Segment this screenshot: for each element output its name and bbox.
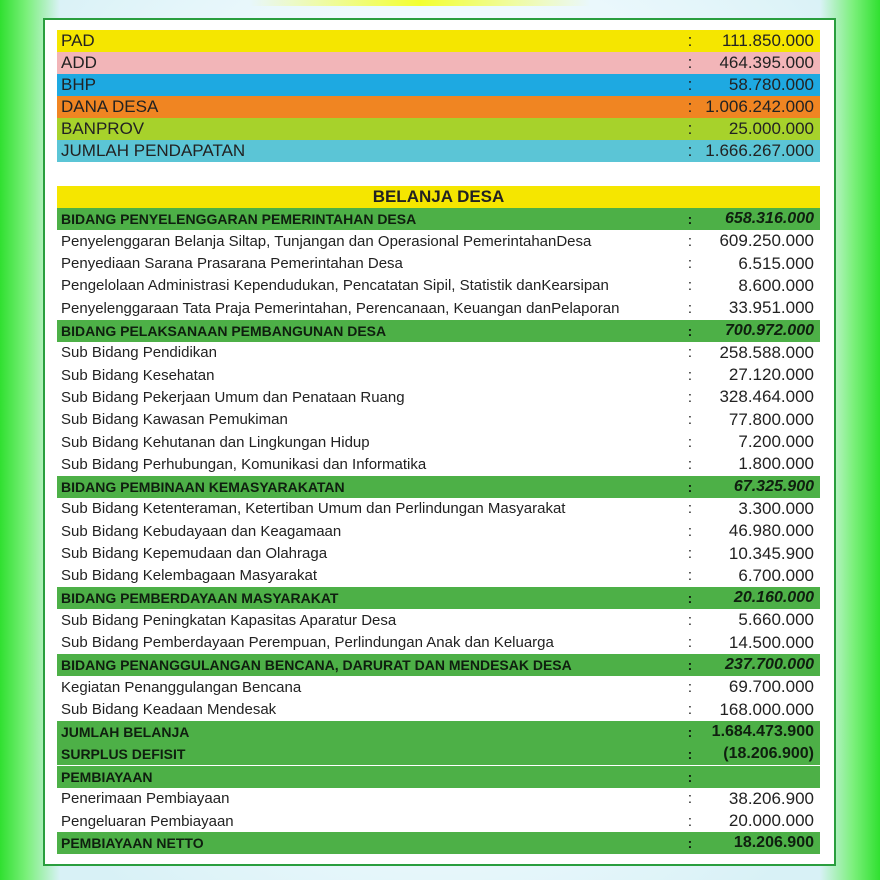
expense-item-amount: 77.800.000 <box>728 409 814 429</box>
total-label: SURPLUS DEFISIT <box>61 746 186 763</box>
separator-colon: : <box>687 388 693 406</box>
expense-item-amount: 46.980.000 <box>728 521 814 541</box>
bidang-label: BIDANG PENANGGULANGAN BENCANA, DARURAT DAN MENDESAK DESA <box>61 657 572 673</box>
bidang-row <box>57 320 820 342</box>
separator-colon: : <box>687 678 693 696</box>
background-top-glow <box>250 0 590 6</box>
income-label: ADD <box>61 53 97 72</box>
expense-item-amount: 168.000.000 <box>719 699 814 719</box>
separator-colon: : <box>687 590 693 607</box>
separator-colon: : <box>687 31 693 50</box>
expense-item-amount: 33.951.000 <box>728 298 814 318</box>
expense-item-row <box>57 676 820 698</box>
bidang-label: BIDANG PELAKSANAAN PEMBANGUNAN DESA <box>61 322 387 339</box>
expense-item-row <box>57 386 820 408</box>
expense-item-row <box>57 520 820 542</box>
expense-item-label: Penerimaan Pembiayaan <box>61 790 230 808</box>
total-row <box>57 721 820 743</box>
separator-colon: : <box>687 455 693 473</box>
expense-item-amount: 20.000.000 <box>728 811 814 831</box>
separator-colon: : <box>687 141 693 160</box>
income-row <box>57 74 820 96</box>
expense-item-amount: 328.464.000 <box>719 387 814 407</box>
expense-item-label: Sub Bidang Kawasan Pemukiman <box>61 411 288 429</box>
expense-item-row <box>57 632 820 654</box>
bidang-amount: 237.700.000 <box>725 656 814 673</box>
expense-item-row <box>57 342 820 364</box>
income-label: BHP <box>61 75 96 94</box>
expense-item-label: Sub Bidang Kesehatan <box>61 366 215 384</box>
separator-colon: : <box>687 255 693 273</box>
income-row <box>57 30 820 52</box>
bidang-amount: 658.316.000 <box>725 210 814 227</box>
income-label: PAD <box>61 31 95 50</box>
expense-item-row <box>57 609 820 631</box>
expense-item-label: Sub Bidang Pemberdayaan Perempuan, Perlindungan Anak dan Keluarga <box>61 634 554 652</box>
income-amount: 1.006.242.000 <box>705 97 814 116</box>
bidang-label: BIDANG PENYELENGGARAN PEMERINTAHAN DESA <box>61 211 417 227</box>
separator-colon: : <box>687 500 693 518</box>
income-amount: 464.395.000 <box>719 53 814 72</box>
expense-item-label: Sub Bidang Kelembagaan Masyarakat <box>61 567 317 585</box>
income-row <box>57 118 820 140</box>
total-row <box>57 766 820 788</box>
expense-item-amount: 38.206.900 <box>728 788 814 808</box>
expense-item-row <box>57 364 820 386</box>
expense-item-label: Penyediaan Sarana Prasarana Pemerintahan Desa <box>61 255 403 273</box>
expense-item-amount: 8.600.000 <box>738 275 814 295</box>
expense-item-row <box>57 275 820 297</box>
expense-item-amount: 27.120.000 <box>728 365 814 385</box>
belanja-title: BELANJA DESA <box>57 186 820 208</box>
income-row <box>57 52 820 74</box>
expense-item-row <box>57 409 820 431</box>
income-amount: 25.000.000 <box>728 119 814 138</box>
separator-colon: : <box>687 746 693 763</box>
separator-colon: : <box>687 835 693 852</box>
expense-item-amount: 5.660.000 <box>738 610 814 630</box>
separator-colon: : <box>687 75 693 94</box>
expense-item-amount: 6.700.000 <box>738 565 814 585</box>
income-amount: 58.780.000 <box>728 75 814 94</box>
income-label: DANA DESA <box>61 97 159 116</box>
separator-colon: : <box>687 232 693 250</box>
bidang-amount: 67.325.900 <box>733 477 814 495</box>
income-label: BANPROV <box>61 119 145 138</box>
separator-colon: : <box>687 299 693 317</box>
expense-item-label: Penyelenggaran Belanja Siltap, Tunjangan dan Operasional PemerintahanDesa <box>61 232 592 250</box>
expense-item-amount: 10.345.900 <box>728 543 814 563</box>
expense-item-amount: 609.250.000 <box>719 231 814 251</box>
separator-colon: : <box>687 411 693 429</box>
expense-item-label: Sub Bidang Pendidikan <box>61 344 217 362</box>
separator-colon: : <box>687 723 693 740</box>
expense-item-label: Penyelenggaraan Tata Praja Pemerintahan, Perencanaan, Keuangan danPelaporan <box>61 299 620 317</box>
expense-item-label: Sub Bidang Peningkatan Kapasitas Aparatur Desa <box>61 611 397 629</box>
bidang-amount: 20.160.000 <box>733 589 814 607</box>
expense-item-label: Kegiatan Penanggulangan Bencana <box>61 678 302 696</box>
expense-item-label: Sub Bidang Pekerjaan Umum dan Penataan Ruang <box>61 388 405 406</box>
total-amount: (18.206.900) <box>723 745 814 763</box>
total-label: PEMBIAYAAN <box>61 768 153 785</box>
expense-item-amount: 1.800.000 <box>738 454 814 474</box>
expense-item-row <box>57 431 820 453</box>
separator-colon: : <box>687 478 693 495</box>
bidang-label: BIDANG PEMBINAAN KEMASYARAKATAN <box>61 478 345 495</box>
separator-colon: : <box>687 768 693 785</box>
expense-item-label: Sub Bidang Keadaan Mendesak <box>61 701 277 719</box>
expense-item-label: Sub Bidang Kehutanan dan Lingkungan Hidup <box>61 433 370 451</box>
separator-colon: : <box>687 634 693 652</box>
expense-item-row <box>57 788 820 810</box>
income-row <box>57 96 820 118</box>
separator-colon: : <box>687 277 693 295</box>
income-amount: 111.850.000 <box>721 31 814 50</box>
expense-item-label: Sub Bidang Perhubungan, Komunikasi dan Informatika <box>61 455 427 473</box>
bidang-row <box>57 654 820 676</box>
expense-item-amount: 6.515.000 <box>738 253 814 273</box>
bidang-row <box>57 208 820 230</box>
expense-item-label: Pengeluaran Pembiayaan <box>61 812 234 830</box>
separator-colon: : <box>687 790 693 808</box>
expense-item-row <box>57 230 820 252</box>
expense-item-row <box>57 453 820 475</box>
separator-colon: : <box>687 119 693 138</box>
expense-item-amount: 69.700.000 <box>728 677 814 697</box>
bidang-amount: 700.972.000 <box>725 321 814 339</box>
total-row <box>57 743 820 765</box>
expense-item-amount: 7.200.000 <box>738 432 814 451</box>
income-total-label: JUMLAH PENDAPATAN <box>61 141 246 160</box>
total-amount: 1.684.473.900 <box>711 722 814 740</box>
expense-item-row <box>57 699 820 721</box>
expense-item-row <box>57 498 820 520</box>
separator-colon: : <box>687 366 693 384</box>
income-total-amount: 1.666.267.000 <box>705 141 814 160</box>
separator-colon: : <box>687 812 693 830</box>
expense-item-row <box>57 543 820 565</box>
separator-colon: : <box>687 344 693 362</box>
separator-colon: : <box>687 211 693 227</box>
expense-item-amount: 14.500.000 <box>728 632 814 652</box>
expense-item-label: Pengelolaan Administrasi Kependudukan, Pencatatan Sipil, Statistik danKearsipan <box>61 277 609 295</box>
total-row <box>57 832 820 854</box>
total-amount: 18.206.900 <box>733 834 814 852</box>
separator-colon: : <box>687 657 693 673</box>
expense-item-row <box>57 810 820 832</box>
expense-item-label: Sub Bidang Ketenteraman, Ketertiban Umum dan Perlindungan Masyarakat <box>61 500 566 518</box>
bidang-label: BIDANG PEMBERDAYAAN MASYARAKAT <box>61 590 339 607</box>
total-label: JUMLAH BELANJA <box>61 723 190 740</box>
separator-colon: : <box>687 53 693 72</box>
expense-item-amount: 3.300.000 <box>738 498 814 518</box>
expense-item-row <box>57 297 820 319</box>
separator-colon: : <box>687 611 693 629</box>
expense-item-row <box>57 565 820 587</box>
separator-colon: : <box>687 701 693 719</box>
separator-colon: : <box>687 522 693 540</box>
separator-colon: : <box>687 433 693 451</box>
bidang-row <box>57 587 820 609</box>
separator-colon: : <box>687 322 693 339</box>
expense-item-label: Sub Bidang Kebudayaan dan Keagamaan <box>61 522 342 540</box>
bidang-row <box>57 476 820 498</box>
separator-colon: : <box>687 97 693 116</box>
expense-item-amount: 258.588.000 <box>719 342 814 362</box>
separator-colon: : <box>687 545 693 562</box>
income-total-row <box>57 140 820 162</box>
separator-colon: : <box>687 567 693 585</box>
expense-item-row <box>57 253 820 275</box>
total-label: PEMBIAYAAN NETTO <box>61 835 204 852</box>
expense-item-label: Sub Bidang Kepemudaan dan Olahraga <box>61 545 328 562</box>
